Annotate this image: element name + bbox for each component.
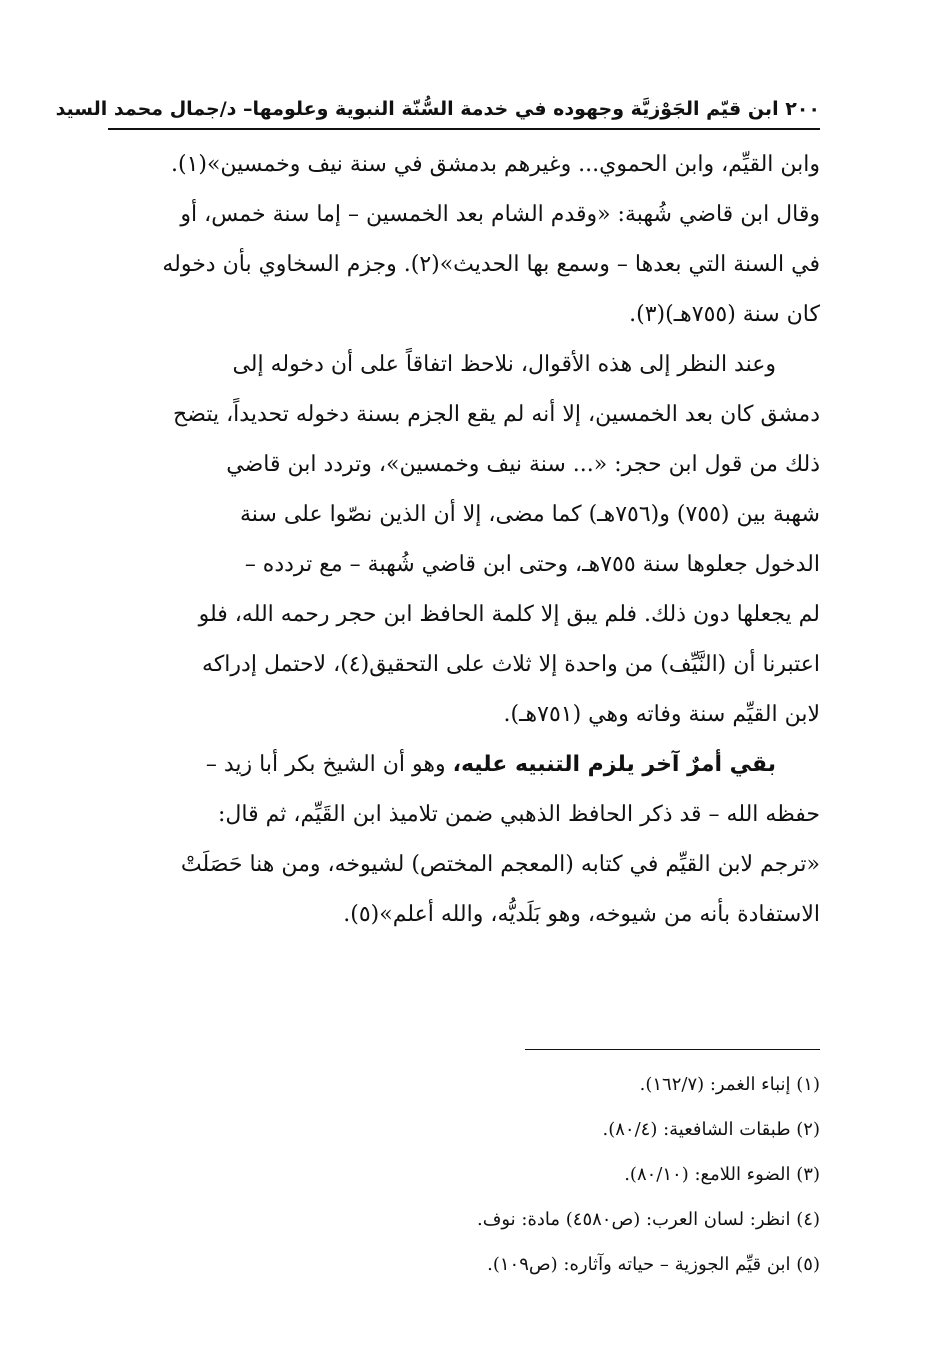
paragraph-line: اعتبرنا أن (النَّيِّف) من واحدة إلا ثلاث على التحقيق(٤)، لاحتمل إدراكه	[202, 652, 820, 677]
footnote-5: (٥) ابن قيِّم الجوزية – حياته وآثاره: (ص١٠٩).	[487, 1254, 820, 1275]
paragraph-line: حفظه الله – قد ذكر الحافظ الذهبي ضمن تلاميذ ابن القَيِّم، ثم قال:	[218, 802, 820, 827]
paragraph-line: الاستفادة بأنه من شيوخه، وهو بَلَديُّه، والله أعلم»(٥).	[343, 902, 820, 927]
paragraph-line: شهبة بين (٧٥٥) و(٧٥٦هـ) كما مضى، إلا أن الذين نصّوا على سنة	[239, 502, 820, 527]
paragraph-2	[108, 340, 820, 740]
paragraph-1	[108, 140, 820, 340]
paragraph-lead: بقي أمرٌ آخر يلزم التنبيه عليه،	[452, 752, 776, 777]
paragraph-line: كان سنة (٧٥٥هـ)(٣).	[629, 302, 820, 327]
footnote-1: (١) إنباء الغمر: (١٦٢/٧).	[639, 1074, 820, 1095]
paragraph-line: دمشق كان بعد الخمسين، إلا أنه لم يقع الجزم بسنة دخوله تحديداً، يتضح	[173, 402, 820, 427]
paragraph-3	[108, 740, 820, 940]
paragraph-line: وابن القيِّم، وابن الحموي... وغيرهم بدمشق في سنة نيف وخمسين»(١).	[170, 152, 820, 177]
running-header: ٢٠٠ ابن قيّم الجَوْزيَّة وجهوده في خدمة السُّنّة النبوية وعلومها– د/جمال محمد السيد	[55, 98, 820, 120]
paragraph-line: لابن القيِّم سنة وفاته وهي (٧٥١هـ).	[503, 702, 820, 727]
paragraph-first-line	[108, 740, 820, 790]
paragraph-line: الدخول جعلوها سنة ٧٥٥هـ، وحتى ابن قاضي شُهبة – مع تردده –	[244, 552, 820, 577]
footnote-4: (٤) انظر: لسان العرب: (ص٤٥٨٠) مادة: نوف.	[477, 1209, 820, 1230]
paragraph-line: ذلك من قول ابن حجر: «... سنة نيف وخمسين»، وتردد ابن قاضي	[226, 452, 820, 477]
footnote-3: (٣) الضوء اللامع: (٨٠/١٠).	[624, 1164, 820, 1185]
paragraph-line: في السنة التي بعدها – وسمع بها الحديث»(٢). وجزم السخاوي بأن دخوله	[162, 252, 820, 277]
paragraph-line: وعند النظر إلى هذه الأقوال، نلاحظ اتفاقاً على أن دخوله إلى	[232, 352, 776, 377]
paragraph-first-rest: وهو أن الشيخ بكر أبا زيد –	[205, 752, 446, 777]
paragraph-line: لم يجعلها دون ذلك. فلم يبق إلا كلمة الحافظ ابن حجر رحمه الله، فلو	[198, 602, 820, 627]
footnote-separator	[525, 1049, 820, 1050]
footnote-2: (٢) طبقات الشافعية: (٨٠/٤).	[602, 1119, 820, 1140]
footnotes	[108, 1062, 820, 1287]
header-rule	[108, 128, 820, 130]
paragraph-line: وقال ابن قاضي شُهبة: «وقدم الشام بعد الخمسين – إما سنة خمس، أو	[180, 202, 820, 227]
paragraph-line: «ترجم لابن القيِّم في كتابه (المعجم المختص) لشيوخه، ومن هنا حَصَلَتْ	[180, 852, 820, 877]
